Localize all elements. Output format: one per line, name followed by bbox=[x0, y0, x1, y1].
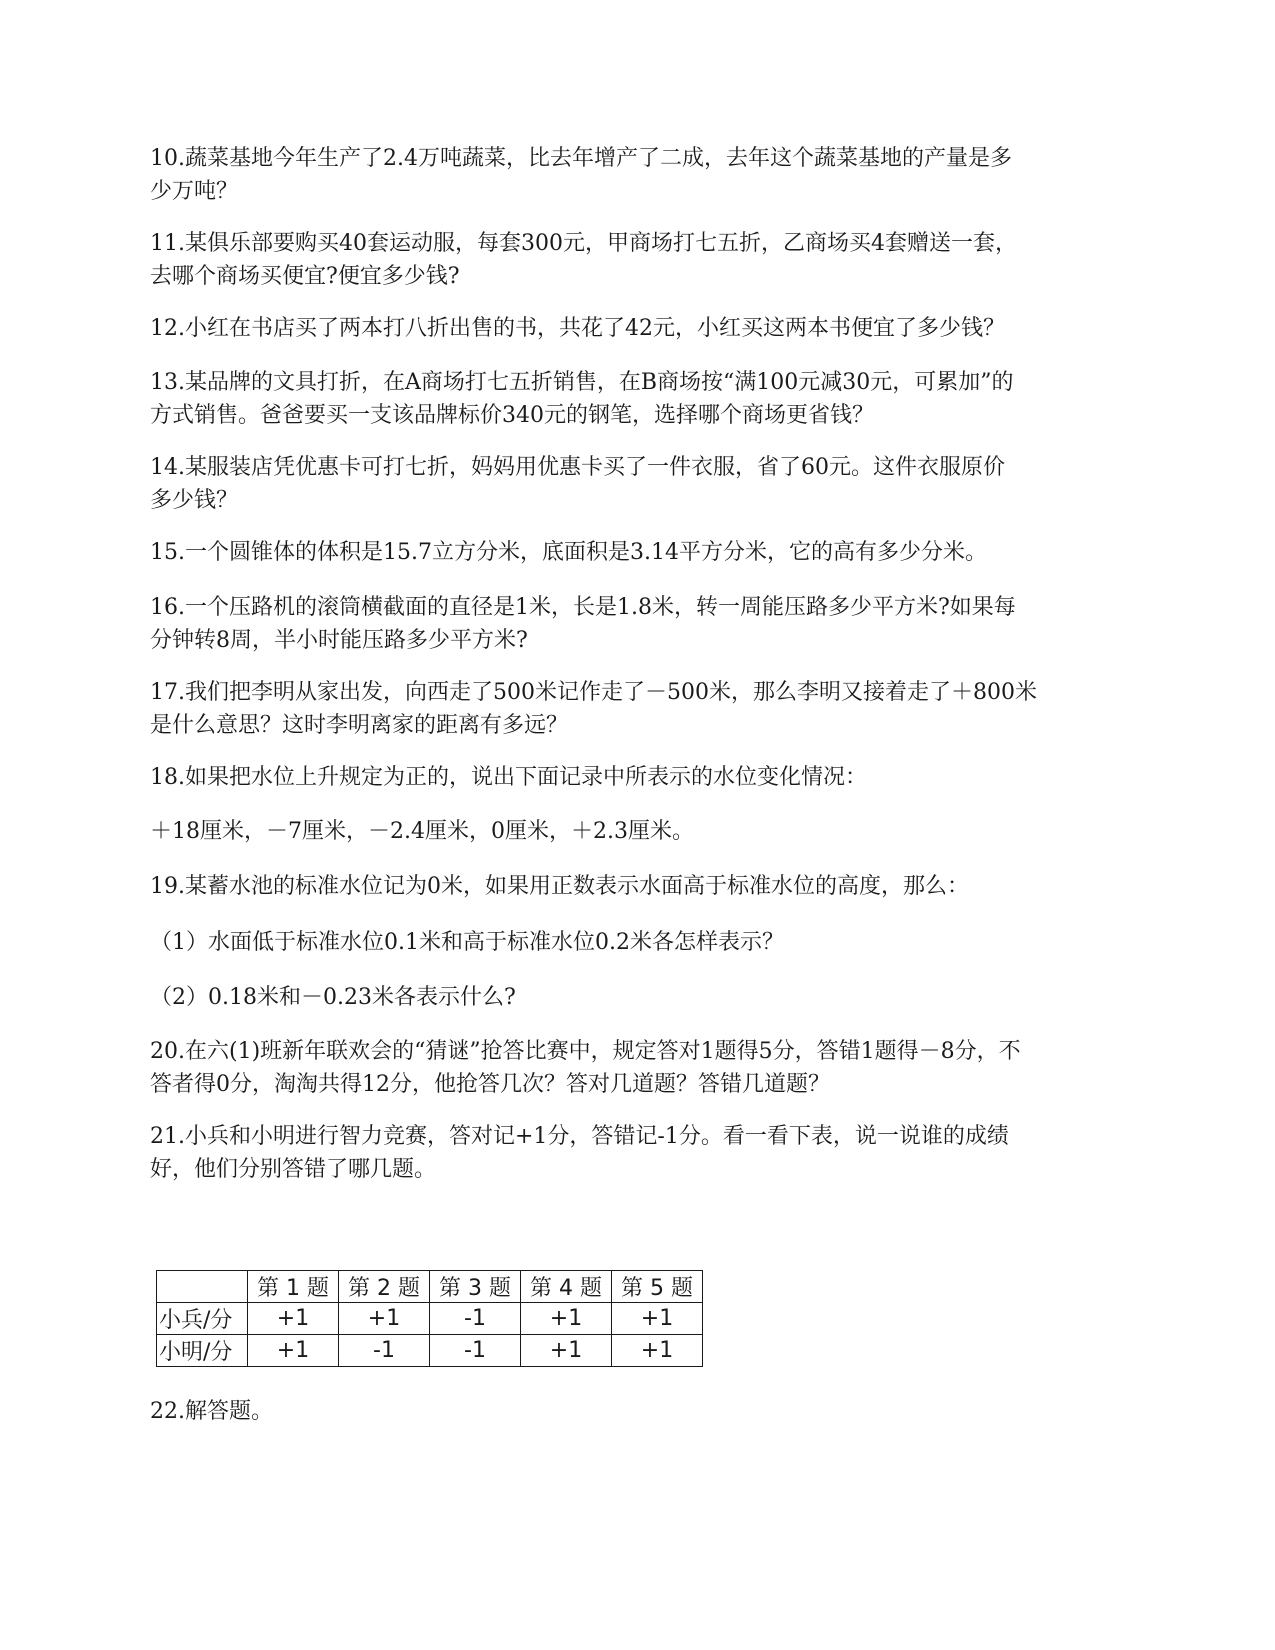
score-table-cell: +1 bbox=[612, 1335, 703, 1367]
score-table-cell: +1 bbox=[521, 1303, 612, 1335]
question-12 bbox=[150, 312, 1120, 345]
question-15-line-1: 15.一个圆锥体的体积是15.7立方分米，底面积是3.14平方分米，它的高有多少分米。 bbox=[150, 540, 987, 565]
score-table-header-q5: 第 5 题 bbox=[612, 1271, 703, 1303]
score-table-header-q2: 第 2 题 bbox=[339, 1271, 430, 1303]
question-17-line-2: 是什么意思？这时李明离家的距离有多远？ bbox=[150, 713, 569, 738]
question-20-line-1: 20.在六(1)班新年联欢会的“猜谜”抢答比赛中，规定答对1题得5分，答错1题得－8分，不 bbox=[150, 1039, 1021, 1064]
score-table-row-xiaoming bbox=[157, 1335, 703, 1367]
question-19-sub-1 bbox=[150, 926, 1120, 959]
score-table-cell: +1 bbox=[521, 1335, 612, 1367]
question-16 bbox=[150, 591, 1120, 657]
question-18-line-1: 18.如果把水位上升规定为正的，说出下面记录中所表示的水位变化情况： bbox=[150, 765, 867, 790]
question-14 bbox=[150, 451, 1120, 517]
score-table-cell: -1 bbox=[430, 1303, 521, 1335]
score-table-row-label: 小明/分 bbox=[157, 1335, 248, 1367]
question-17-line-1: 17.我们把李明从家出发，向西走了500米记作走了－500米，那么李明又接着走了＋800米 bbox=[150, 680, 1037, 705]
question-19-line-1: 19.某蓄水池的标准水位记为0米，如果用正数表示水面高于标准水位的高度，那么： bbox=[150, 874, 969, 899]
score-table-header-q4: 第 4 题 bbox=[521, 1271, 612, 1303]
question-16-line-1: 16.一个压路机的滚筒横截面的直径是1米，长是1.8米，转一周能压路多少平方米?如果每 bbox=[150, 595, 1016, 620]
question-16-line-2: 分钟转8周，半小时能压路多少平方米? bbox=[150, 628, 528, 653]
question-13-line-2: 方式销售。爸爸要买一支该品牌标价340元的钢笔，选择哪个商场更省钱？ bbox=[150, 403, 874, 428]
question-22-line-1: 22.解答题。 bbox=[150, 1399, 273, 1424]
score-table bbox=[156, 1270, 703, 1367]
question-10-line-1: 10.蔬菜基地今年生产了2.4万吨蔬菜，比去年增产了二成，去年这个蔬菜基地的产量是多 bbox=[150, 146, 1012, 171]
question-18 bbox=[150, 761, 1120, 794]
score-table-row-xiaobing bbox=[157, 1303, 703, 1335]
score-table-row-label: 小兵/分 bbox=[157, 1303, 248, 1335]
score-table-cell: +1 bbox=[612, 1303, 703, 1335]
question-14-line-1: 14.某服装店凭优惠卡可打七折，妈妈用优惠卡买了一件衣服，省了60元。这件衣服原价 bbox=[150, 455, 1005, 480]
question-19-sub-2-text: （2）0.18米和－0.23米各表示什么? bbox=[150, 985, 516, 1010]
score-table-header-q3: 第 3 题 bbox=[430, 1271, 521, 1303]
question-19 bbox=[150, 870, 1120, 903]
question-21 bbox=[150, 1120, 1120, 1186]
question-15 bbox=[150, 536, 1120, 569]
score-table-corner-cell bbox=[157, 1271, 248, 1303]
question-20-line-2: 答者得0分，淘淘共得12分，他抢答几次？答对几道题？答错几道题？ bbox=[150, 1072, 830, 1097]
question-11 bbox=[150, 227, 1120, 293]
question-10 bbox=[150, 142, 1120, 208]
question-21-line-2: 好，他们分别答错了哪几题。 bbox=[150, 1157, 437, 1182]
question-22 bbox=[150, 1395, 1120, 1428]
question-11-line-1: 11.某俱乐部要购买40套运动服，每套300元，甲商场打七五折，乙商场买4套赠送一套， bbox=[150, 231, 1017, 256]
score-table-header-row bbox=[157, 1271, 703, 1303]
score-table-cell: +1 bbox=[248, 1335, 339, 1367]
question-19-sub-2 bbox=[150, 981, 1120, 1014]
question-19-sub-1-text: （1）水面低于标准水位0.1米和高于标准水位0.2米各怎样表示？ bbox=[150, 930, 784, 955]
question-13-line-1: 13.某品牌的文具打折，在A商场打七五折销售，在B商场按“满100元减30元，可累加”的 bbox=[150, 370, 1014, 395]
score-table-cell: -1 bbox=[339, 1335, 430, 1367]
question-17 bbox=[150, 676, 1120, 742]
question-21-line-1: 21.小兵和小明进行智力竞赛，答对记+1分，答错记-1分。看一看下表，说一说谁的成绩 bbox=[150, 1124, 1009, 1149]
question-10-line-2: 少万吨？ bbox=[150, 179, 239, 204]
score-table-header-q1: 第 1 题 bbox=[248, 1271, 339, 1303]
question-18-values bbox=[150, 815, 1120, 848]
question-12-line-1: 12.小红在书店买了两本打八折出售的书，共花了42元，小红买这两本书便宜了多少钱？ bbox=[150, 316, 1005, 341]
question-11-line-2: 去哪个商场买便宜?便宜多少钱? bbox=[150, 264, 460, 289]
question-14-line-2: 多少钱？ bbox=[150, 488, 239, 513]
score-table-cell: +1 bbox=[339, 1303, 430, 1335]
score-table-cell: -1 bbox=[430, 1335, 521, 1367]
question-20 bbox=[150, 1035, 1120, 1101]
question-13 bbox=[150, 366, 1120, 432]
question-18-line-2: ＋18厘米，－7厘米，－2.4厘米，0厘米，＋2.3厘米。 bbox=[150, 819, 694, 844]
score-table-cell: +1 bbox=[248, 1303, 339, 1335]
